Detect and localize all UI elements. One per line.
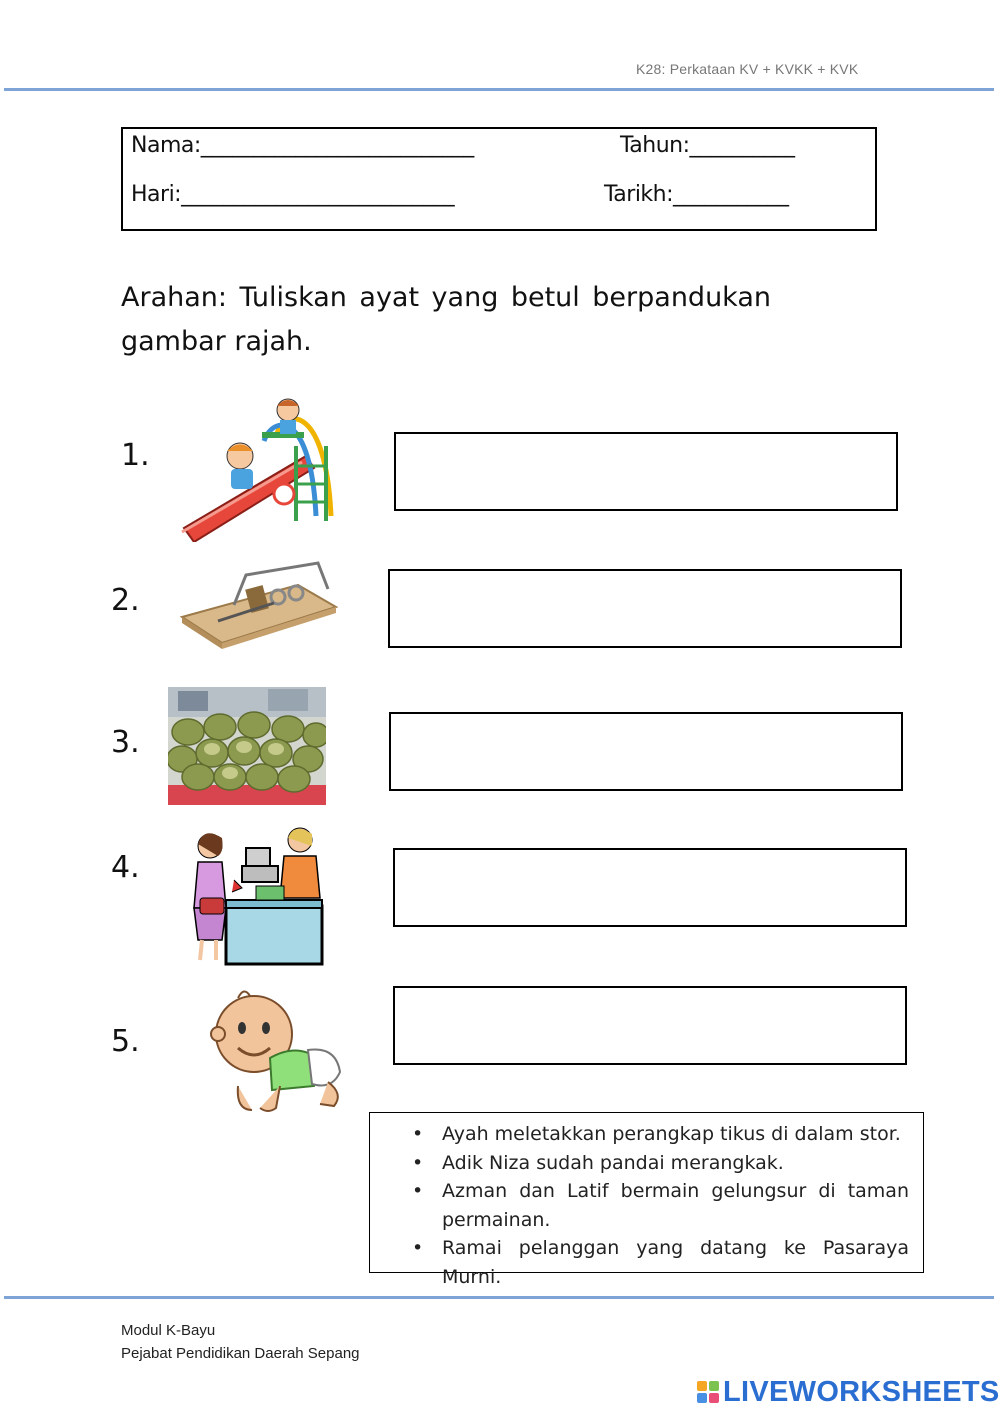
mousetrap-picture: [178, 555, 338, 650]
answer-box-4[interactable]: [393, 848, 907, 927]
instruction-label: Arahan:: [121, 282, 227, 313]
question-number-4: 4.: [111, 850, 140, 885]
answer-box-2[interactable]: [388, 569, 902, 648]
logo-icon: [697, 1381, 719, 1403]
tarikh-field[interactable]: Tarikh:___________: [604, 182, 789, 207]
instruction-text: Tuliskan ayat yang betul berpandukan gambar rajah.: [121, 282, 771, 357]
question-number-5: 5.: [111, 1024, 140, 1059]
bullet-icon: •: [412, 1180, 424, 1202]
answer-box-1[interactable]: [394, 432, 898, 511]
question-number-2: 2.: [111, 583, 140, 618]
tahun-field[interactable]: Tahun:__________: [620, 133, 795, 158]
bullet-icon: •: [412, 1151, 424, 1174]
crawling-baby-picture: [208, 986, 348, 1116]
bullet-icon: •: [412, 1123, 424, 1145]
bottom-divider: [4, 1296, 994, 1299]
option-item[interactable]: • Adik Niza sudah pandai merangkak.: [370, 1149, 923, 1178]
bullet-icon: •: [412, 1237, 424, 1259]
playground-slide-picture: [176, 396, 336, 542]
topic-header: K28: Perkataan KV + KVKK + KVK: [636, 61, 859, 77]
durian-picture: [168, 687, 326, 805]
question-number-3: 3.: [111, 725, 140, 760]
option-item[interactable]: • Azman dan Latif bermain gelungsur di taman permainan.: [370, 1177, 923, 1234]
hari-field[interactable]: Hari:__________________________: [131, 182, 455, 207]
answer-box-5[interactable]: [393, 986, 907, 1065]
question-number-1: 1.: [121, 438, 150, 473]
sentence-options-box: [369, 1112, 924, 1288]
student-info-box: [121, 127, 877, 231]
nama-field[interactable]: Nama:__________________________: [131, 133, 474, 158]
brand-name: LIVEWORKSHEETS: [723, 1375, 1000, 1408]
footer-office: Pejabat Pendidikan Daerah Sepang: [121, 1345, 360, 1362]
liveworksheets-logo[interactable]: [697, 1376, 1000, 1408]
shop-cashier-picture: [184, 822, 326, 967]
top-divider: [4, 88, 994, 91]
answer-box-3[interactable]: [389, 712, 903, 791]
option-item[interactable]: • Ramai pelanggan yang datang ke Pasaraya Murni.: [370, 1234, 923, 1291]
instruction: [121, 276, 771, 364]
option-item[interactable]: • Ayah meletakkan perangkap tikus di dalam stor.: [370, 1120, 923, 1149]
footer-module: Modul K-Bayu: [121, 1322, 216, 1339]
